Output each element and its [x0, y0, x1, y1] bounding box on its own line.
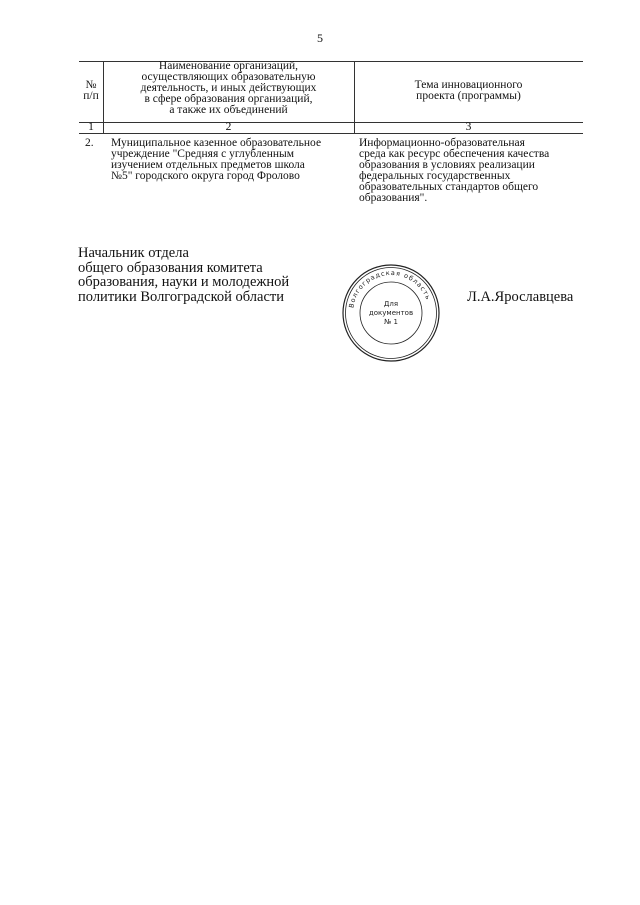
- stamp-center-line-3: № 1: [384, 318, 398, 326]
- signatory-name: Л.А.Ярославцева: [467, 289, 574, 305]
- header-organization-name: Наименование организаций, осуществляющих образовательную деятельность, и иных действующих в сфере образования организаций, а также их объединений: [140, 60, 317, 116]
- header-num: № п/п: [83, 79, 99, 102]
- col-number-3: 3: [465, 121, 472, 133]
- official-stamp: [341, 263, 441, 363]
- col-number-1: 1: [88, 121, 94, 133]
- stamp-center-line-1: Для: [383, 300, 399, 308]
- signatory-position: Начальник отдела общего образования комитета образования, науки и молодежной политики Волгоградской области: [78, 245, 290, 305]
- stamp-ring-text: Волгоградская область: [347, 268, 433, 309]
- header-project-topic: Тема инновационного проекта (программы): [414, 79, 523, 102]
- col-number-2: 2: [225, 121, 232, 133]
- stamp-center-line-2: документов: [368, 309, 414, 317]
- row-organization-name: Муниципальное казенное образовательное учреждение "Средняя с углубленным изучением отдельных предметов школа №5" городского округа город Фролово: [111, 137, 322, 182]
- page-number: 5: [317, 31, 323, 45]
- row-project-topic: Информационно-образовательная среда как ресурс обеспечения качества образования в условиях реализации федеральных государственных образовательных стандартов общего образования".: [359, 137, 550, 204]
- row-num: 2.: [85, 137, 94, 149]
